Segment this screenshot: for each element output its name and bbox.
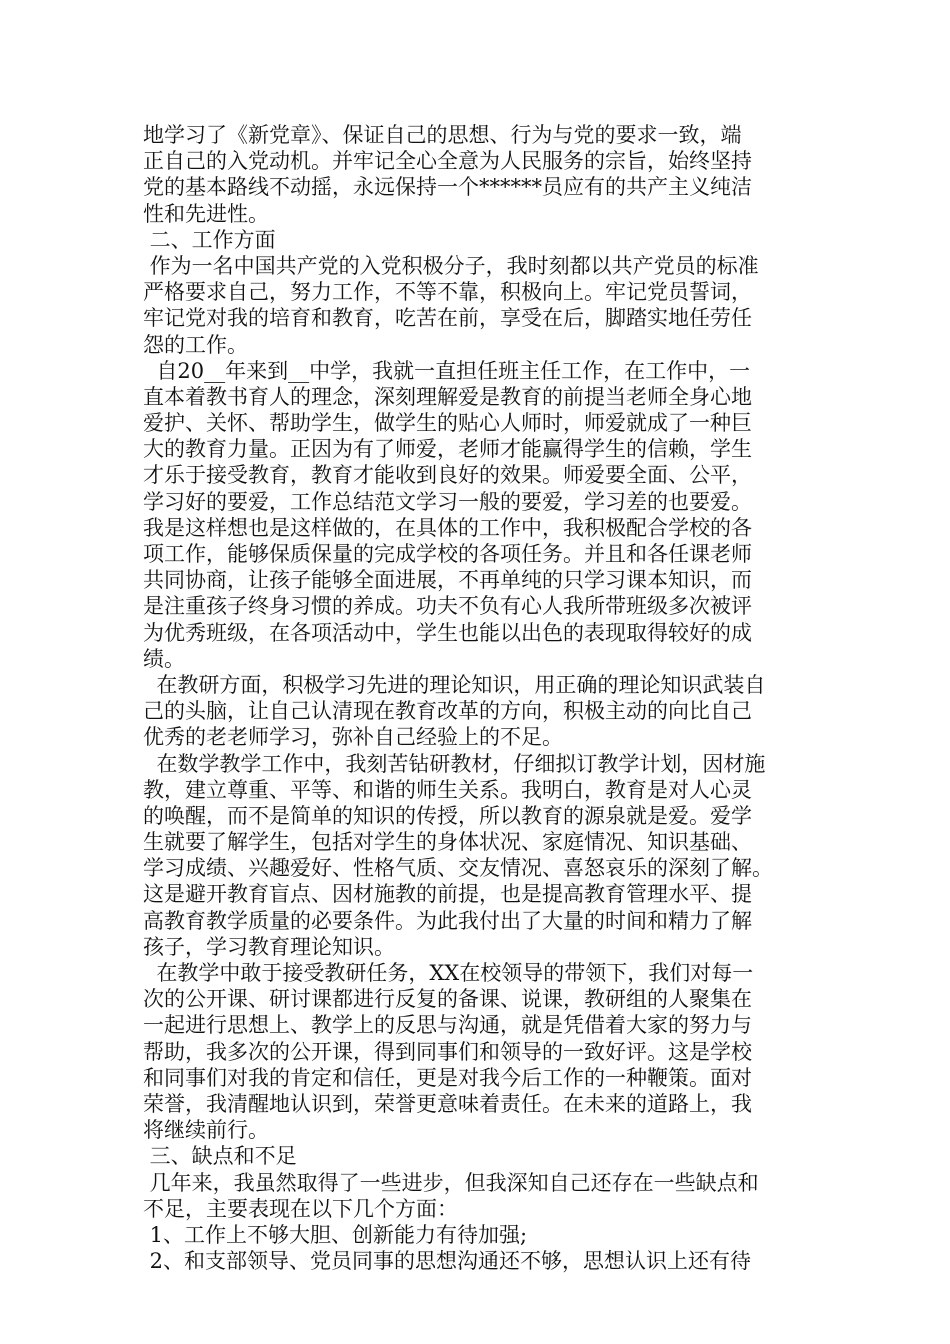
text-line: 我是这样想也是这样做的，在具体的工作中，我积极配合学校的各 [143, 515, 752, 540]
text-line: 次的公开课、研讨课都进行反复的备课、说课，教研组的人聚集在 [143, 987, 752, 1012]
text-line: 生就要了解学生，包括对学生的身体状况、家庭情况、知识基础、 [143, 830, 752, 855]
text-line: 正自己的入党动机。并牢记全心全意为人民服务的宗旨，始终坚持 [143, 149, 752, 174]
text-line: 地学习了《新党章》、保证自己的思想、行为与党的要求一致，端 [143, 123, 742, 147]
text-line: 才乐于接受教育，教育才能收到良好的效果。师爱要全面、公平， [143, 463, 752, 488]
text-line: 一起进行思想上、教学上的反思与沟通，就是凭借着大家的努力与 [143, 1013, 752, 1038]
text-line: 是注重孩子终身习惯的养成。功夫不负有心人我所带班级多次被评 [143, 594, 752, 619]
text-line: 荣誉，我清醒地认识到，荣誉更意味着责任。在未来的道路上，我 [143, 1091, 752, 1116]
document-body [143, 122, 823, 1274]
text-line: 2、和支部领导、党员同事的思想沟通还不够，思想认识上还有待 [143, 1249, 752, 1274]
text-line: 学习成绩、兴趣爱好、性格气质、交友情况、喜怒哀乐的深刻了解。 [143, 856, 773, 881]
text-line: 为优秀班级，在各项活动中，学生也能以出色的表现取得较好的成 [143, 620, 752, 645]
text-line: 三、缺点和不足 [143, 1144, 297, 1169]
text-line: 这是避开教育盲点、因材施教的前提，也是提高教育管理水平、提 [143, 882, 752, 907]
text-line: 牢记党对我的培育和教育，吃苦在前，享受在后，脚踏实地任劳任 [143, 306, 752, 331]
text-line: 几年来，我虽然取得了一些进步，但我深知自己还存在一些缺点和 [143, 1170, 759, 1195]
text-line: 孩子，学习教育理论知识。 [143, 934, 395, 959]
text-line: 1、工作上不够大胆、创新能力有待加强; [143, 1222, 528, 1247]
text-line: 的唤醒，而不是简单的知识的传授，所以教育的源泉就是爱。爱学 [143, 803, 752, 828]
text-line: 和同事们对我的肯定和信任，更是对我今后工作的一种鞭策。面对 [143, 1065, 752, 1090]
text-line: 二、工作方面 [143, 227, 276, 252]
text-line: 严格要求自己，努力工作，不等不靠，积极向上。牢记党员誓词， [143, 280, 752, 305]
text-line: 共同协商，让孩子能够全面进展，不再单纯的只学习课本知识，而 [143, 568, 752, 593]
text-line: 直本着教书育人的理念，深刻理解爱是教育的前提当老师全身心地 [143, 384, 752, 409]
text-line: 性和先进性。 [143, 201, 269, 226]
text-line: 不足，主要表现在以下几个方面： [143, 1196, 458, 1221]
text-line: 作为一名中国共产党的入党积极分子，我时刻都以共产党员的标准 [143, 253, 759, 278]
text-line: 在教研方面，积极学习先进的理论知识，用正确的理论知识武装自 [143, 672, 766, 697]
text-line: 高教育教学质量的必要条件。为此我付出了大量的时间和精力了解 [143, 908, 752, 933]
text-line: 帮助，我多次的公开课，得到同事们和领导的一致好评。这是学校 [143, 1039, 752, 1064]
text-line: 在教学中敢于接受教研任务，XX在校领导的带领下，我们对每一 [143, 961, 754, 985]
text-line: 党的基本路线不动摇，永远保持一个******员应有的共产主义纯洁 [143, 175, 752, 200]
text-line: 学习好的要爱，工作总结范文学习一般的要爱，学习差的也要爱。 [143, 489, 752, 514]
text-line: 优秀的老老师学习，弥补自己经验上的不足。 [143, 725, 563, 750]
text-line: 怨的工作。 [143, 332, 248, 357]
text-line: 将继续前行。 [143, 1118, 269, 1143]
text-line: 自20__年来到__中学，我就一直担任班主任工作，在工作中，一 [143, 358, 751, 383]
text-line: 爱护、关怀、帮助学生，做学生的贴心人师时，师爱就成了一种巨 [143, 411, 752, 436]
text-line: 绩。 [143, 646, 185, 671]
text-line: 教，建立尊重、平等、和谐的师生关系。我明白，教育是对人心灵 [143, 777, 752, 802]
text-line: 己的头脑，让自己认清现在教育改革的方向，积极主动的向比自己 [143, 699, 752, 724]
text-line: 大的教育力量。正因为有了师爱，老师才能赢得学生的信赖，学生 [143, 437, 752, 462]
text-line: 项工作，能够保质保量的完成学校的各项任务。并且和各任课老师 [143, 542, 752, 566]
text-line: 在数学教学工作中，我刻苦钻研教材，仔细拟订教学计划，因材施 [143, 751, 766, 776]
